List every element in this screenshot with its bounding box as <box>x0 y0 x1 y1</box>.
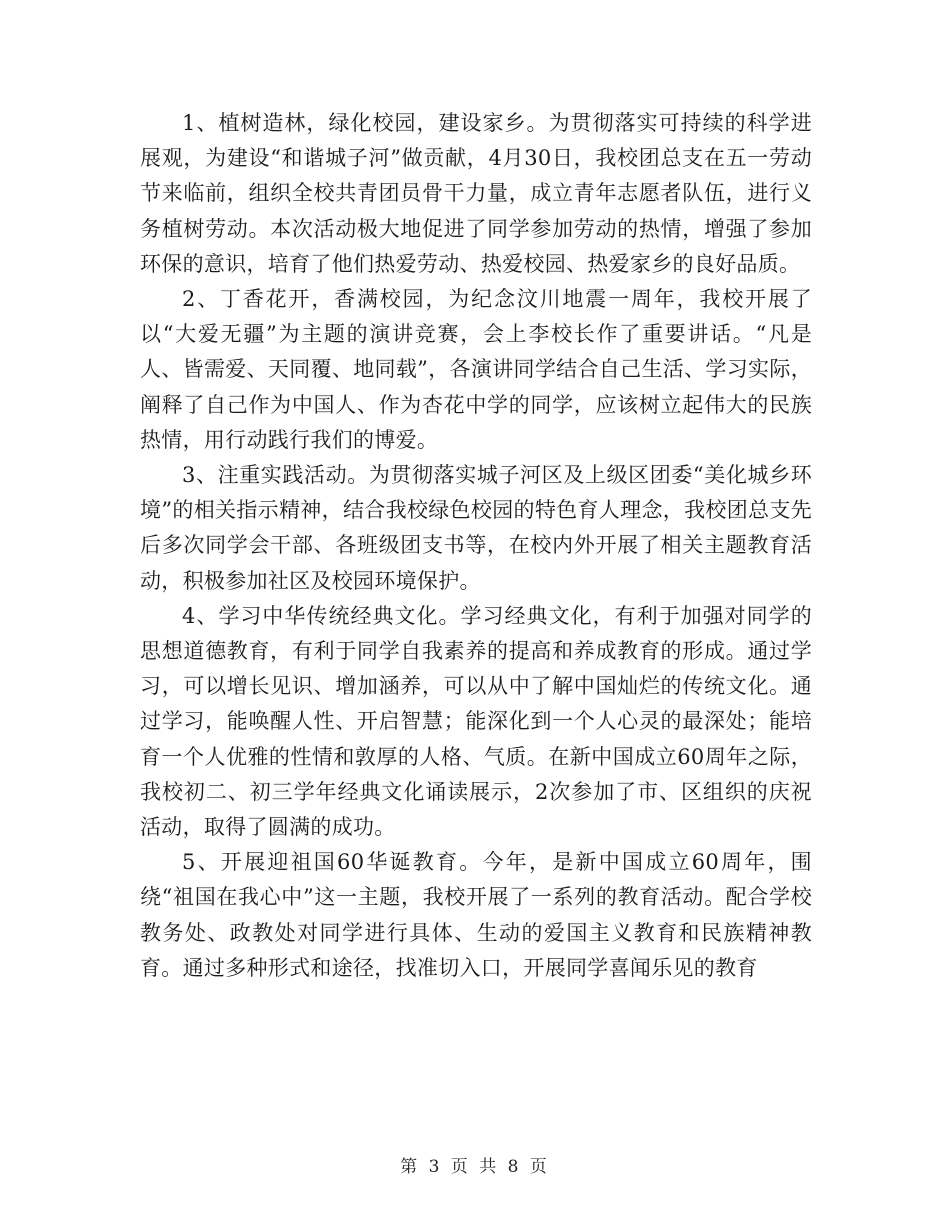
paragraph-4: 4、学习中华传统经典文化。学习经典文化，有利于加强对同学的思想道德教育，有利于同学自我素养的提高和养成教育的形成。通过学习，可以增长见识、增加涵养，可以从中了解中国灿烂的传统文化。通过学习，能唤醒人性、开启智慧；能深化到一个人心灵的最深处；能培育一个人优雅的性情和敦厚的人格、气质。在新中国成立60周年之际，我校初二、初三学年经典文化诵读展示，2次参加了市、区组织的庆祝活动，取得了圆满的成功。 <box>140 603 812 840</box>
paragraph-1: 1、植树造林，绿化校园，建设家乡。为贯彻落实可持续的科学进展观，为建设“和谐城子河”做贡献，4月30日，我校团总支在五一劳动节来临前，组织全校共青团员骨干力量，成立青年志愿者队伍，进行义务植树劳动。本次活动极大地促进了同学参加劳动的热情，增强了参加环保的意识，培育了他们热爱劳动、热爱校园、热爱家乡的良好品质。 <box>140 111 812 276</box>
paragraph-5: 5、开展迎祖国60华诞教育。今年，是新中国成立60周年，围绕“祖国在我心中”这一主题，我校开展了一系列的教育活动。配合学校教务处、政教处对同学进行具体、生动的爱国主义教育和民族精神教育。通过多种形式和途径，找准切入口，开展同学喜闻乐见的教育 <box>140 850 812 980</box>
document-body <box>140 106 812 986</box>
page-footer <box>0 1152 950 1177</box>
paragraph-2: 2、丁香花开，香满校园，为纪念汶川地震一周年，我校开展了以“大爱无疆”为主题的演讲竞赛，会上李校长作了重要讲话。“凡是人、皆需爱、天同覆、地同载”，各演讲同学结合自己生活、学习实际，阐释了自己作为中国人、作为杏花中学的同学，应该树立起伟大的民族热情，用行动践行我们的博爱。 <box>140 287 812 452</box>
paragraph-3: 3、注重实践活动。为贯彻落实城子河区及上级区团委“美化城乡环境”的相关指示精神，结合我校绿色校园的特色育人理念，我校团总支先后多次同学会干部、各班级团支书等，在校内外开展了相关主题教育活动，积极参加社区及校园环境保护。 <box>140 463 812 593</box>
page-number-label: 第 3 页 共 8 页 <box>400 1157 550 1177</box>
